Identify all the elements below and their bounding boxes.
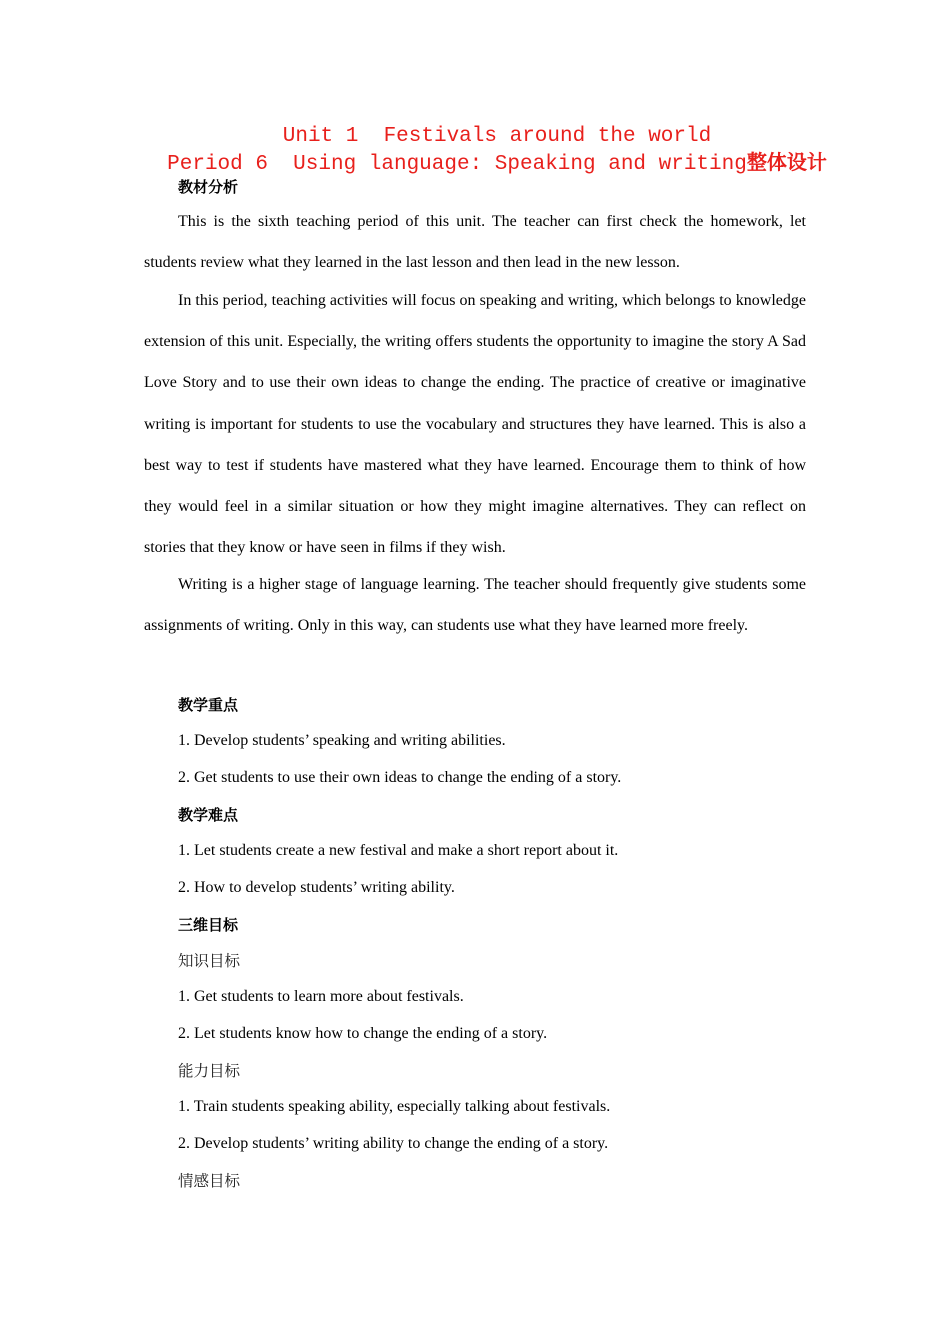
heading-goals: 三维目标 — [178, 916, 239, 934]
paragraph-1: This is the sixth teaching period of this unit. The teacher can first check the homework, let students review what they learned in the last lesson and then lead in the new lesson. — [144, 213, 806, 272]
ability-goal-2: 2. Develop students’ writing ability to change the ending of a story. — [178, 1135, 609, 1152]
subheading-ability-goals: 能力目标 — [178, 1062, 241, 1080]
key-point-1: 1. Develop students’ speaking and writing abilities. — [178, 732, 506, 749]
heading-difficulties: 教学难点 — [178, 806, 239, 824]
difficulty-2: 2. How to develop students’ writing ability. — [178, 879, 455, 896]
subheading-emotion-goals: 情感目标 — [178, 1172, 241, 1190]
ability-goal-1: 1. Train students speaking ability, especially talking about festivals. — [178, 1098, 611, 1115]
knowledge-goal-1: 1. Get students to learn more about festivals. — [178, 988, 464, 1005]
heading-textbook-analysis: 教材分析 — [178, 178, 239, 196]
heading-key-points: 教学重点 — [178, 696, 239, 714]
title-line-2-cjk: 整体设计 — [746, 150, 827, 174]
key-point-2: 2. Get students to use their own ideas to change the ending of a story. — [178, 769, 622, 786]
difficulty-1: 1. Let students create a new festival and make a short report about it. — [178, 842, 619, 859]
subheading-knowledge-goals: 知识目标 — [178, 952, 241, 970]
title-line-2 — [0, 150, 950, 177]
title-line-1: Unit 1 Festivals around the world — [282, 125, 712, 148]
knowledge-goal-2: 2. Let students know how to change the ending of a story. — [178, 1025, 548, 1042]
title-line-2-latin: Period 6 Using language: Speaking and writing — [167, 153, 747, 176]
paragraph-2: In this period, teaching activities will focus on speaking and writing, which belongs to knowledge extension of this unit. Especially, the writing offers students the opportunity to imagine the story A Sad Love Story and to use their own ideas to change the ending. The practice of creative or imaginative writing is important for students to use the vocabulary and structures they have learned. This is also a best way to test if students have mastered what they have learned. Encourage them to think of how they would feel in a similar situation or how they might imagine alternatives. They can reflect on stories that they know or have seen in films if they wish. — [144, 292, 806, 557]
paragraph-3: Writing is a higher stage of language learning. The teacher should frequently give students some assignments of writing. Only in this way, can students use what they have learned more freely. — [144, 576, 806, 635]
